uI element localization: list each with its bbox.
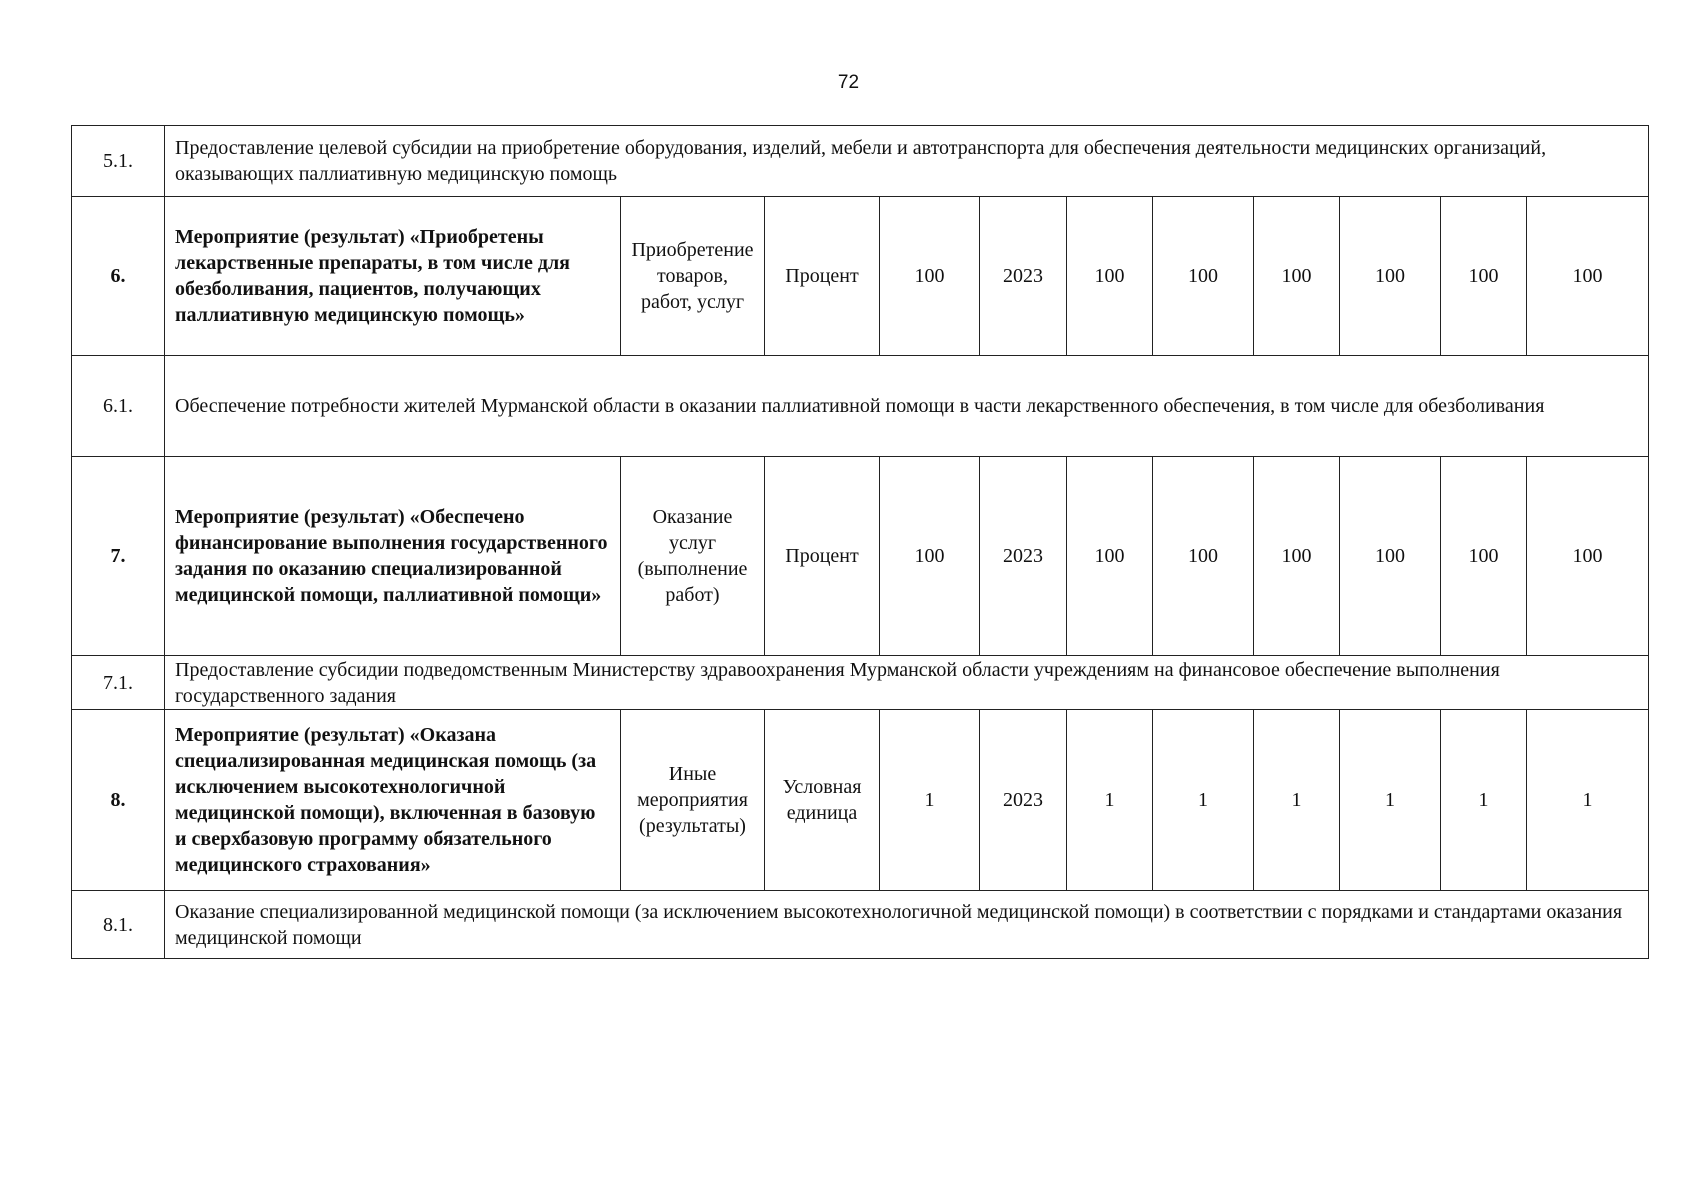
unit: Процент (765, 457, 880, 656)
row-number: 5.1. (72, 126, 165, 197)
row-number: 6. (72, 197, 165, 356)
measures-table (71, 125, 1649, 959)
year-value: 1 (1254, 710, 1340, 891)
year-value: 100 (1527, 197, 1649, 356)
year-value: 100 (1254, 197, 1340, 356)
year-value: 100 (1067, 197, 1153, 356)
row-number: 6.1. (72, 356, 165, 457)
table-row-6-1 (72, 356, 1649, 457)
table-row-8 (72, 710, 1649, 891)
task-description: Предоставление субсидии подведомственным Министерству здравоохранения Мурманской области учреждениям на финансовое обеспечение выполнения государственного задания (165, 656, 1649, 710)
year-value: 100 (1153, 457, 1254, 656)
unit: Процент (765, 197, 880, 356)
measure-type: Оказание услуг (выполнение работ) (621, 457, 765, 656)
task-description: Обеспечение потребности жителей Мурманской области в оказании паллиативной помощи в части лекарственного обеспечения, в том числе для обезболивания (165, 356, 1649, 457)
base-year: 2023 (980, 457, 1067, 656)
table-row-6 (72, 197, 1649, 356)
measure-title: Мероприятие (результат) «Приобретены лекарственные препараты, в том числе для обезболивания, пациентов, получающих паллиативную медицинскую помощь» (165, 197, 621, 356)
measure-title: Мероприятие (результат) «Обеспечено финансирование выполнения государственного задания по оказанию специализированной медицинской помощи, паллиативной помощи» (165, 457, 621, 656)
base-value: 100 (880, 457, 980, 656)
base-value: 100 (880, 197, 980, 356)
row-number: 8.1. (72, 891, 165, 959)
base-year: 2023 (980, 197, 1067, 356)
base-value: 1 (880, 710, 980, 891)
measure-type: Иные мероприятия (результаты) (621, 710, 765, 891)
measure-title: Мероприятие (результат) «Оказана специализированная медицинская помощь (за исключением высокотехнологичной медицинской помощи), включенная в базовую и сверхбазовую программу обязательного медицинского страхования» (165, 710, 621, 891)
unit: Условная единица (765, 710, 880, 891)
year-value: 1 (1527, 710, 1649, 891)
year-value: 1 (1153, 710, 1254, 891)
year-value: 100 (1340, 197, 1441, 356)
year-value: 100 (1441, 197, 1527, 356)
base-year: 2023 (980, 710, 1067, 891)
year-value: 1 (1340, 710, 1441, 891)
task-description: Предоставление целевой субсидии на приобретение оборудования, изделий, мебели и автотранспорта для обеспечения деятельности медицинских организаций, оказывающих паллиативную медицинскую помощь (165, 126, 1649, 197)
table-row-7 (72, 457, 1649, 656)
page-number: 72 (837, 72, 860, 93)
year-value: 100 (1340, 457, 1441, 656)
table-row-5-1 (72, 126, 1649, 197)
year-value: 100 (1527, 457, 1649, 656)
year-value: 100 (1153, 197, 1254, 356)
year-value: 100 (1067, 457, 1153, 656)
year-value: 100 (1441, 457, 1527, 656)
year-value: 1 (1441, 710, 1527, 891)
row-number: 8. (72, 710, 165, 891)
measure-type: Приобретение товаров, работ, услуг (621, 197, 765, 356)
task-description: Оказание специализированной медицинской помощи (за исключением высокотехнологичной медицинской помощи) в соответствии с порядками и стандартами оказания медицинской помощи (165, 891, 1649, 959)
row-number: 7. (72, 457, 165, 656)
year-value: 100 (1254, 457, 1340, 656)
row-number: 7.1. (72, 656, 165, 710)
table-row-8-1 (72, 891, 1649, 959)
year-value: 1 (1067, 710, 1153, 891)
table-row-7-1 (72, 656, 1649, 710)
